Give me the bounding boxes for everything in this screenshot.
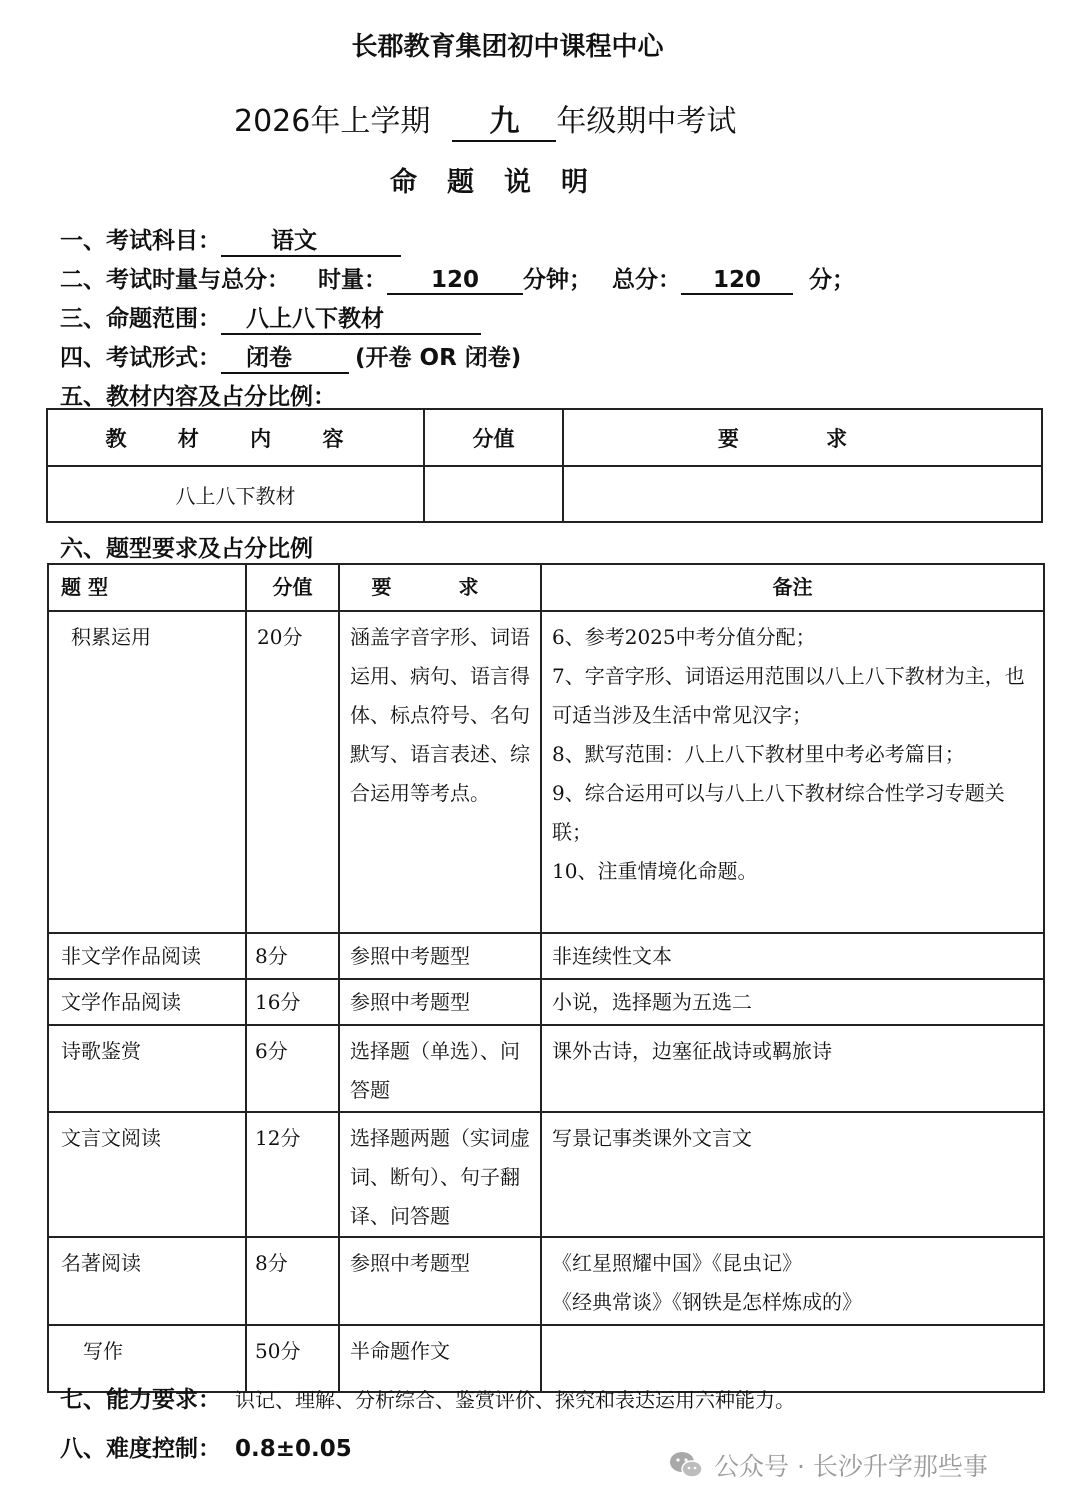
score-cell: 8分	[246, 933, 339, 979]
note-line: 9、综合运用可以与八上八下教材综合性学习专题关联；	[552, 781, 1005, 844]
score-cell: 12分	[246, 1112, 339, 1237]
score-cell	[424, 466, 563, 522]
section-format	[60, 339, 521, 374]
question-type-table	[47, 563, 1045, 1393]
scope-value: 八上八下教材	[221, 300, 481, 335]
table-row	[47, 466, 1042, 522]
requirement-cell: 参照中考题型	[339, 979, 541, 1025]
doc-subtitle: 命题说明	[390, 167, 618, 198]
requirement-cell: 选择题（单选）、问答题	[339, 1025, 541, 1112]
score-cell: 8分	[246, 1237, 339, 1325]
time-label: 时量：	[318, 267, 387, 293]
difficulty-label: 八、难度控制：	[60, 1436, 221, 1462]
title-suffix: 年级期中考试	[556, 104, 737, 139]
notes-cell: 非连续性文本	[541, 933, 1044, 979]
subject-value: 语文	[221, 222, 401, 257]
section-content-label: 五、教材内容及占分比例：	[60, 384, 336, 410]
section-difficulty	[60, 1430, 352, 1463]
content-cell: 八上八下教材	[47, 466, 424, 522]
header-score: 分值	[246, 564, 339, 611]
note-line: 《红星照耀中国》《昆虫记》	[552, 1251, 802, 1275]
time-unit: 分钟；	[523, 267, 592, 293]
subject-label: 一、考试科目：	[60, 228, 221, 254]
requirement-cell	[563, 466, 1042, 522]
type-cell: 文学作品阅读	[48, 979, 246, 1025]
watermark-text: 公众号 · 长沙升学那些事	[714, 1452, 988, 1481]
section-scope	[60, 300, 481, 335]
section-question-types-label: 六、题型要求及占分比例	[60, 536, 313, 562]
watermark	[668, 1447, 988, 1483]
type-cell: 非文学作品阅读	[48, 933, 246, 979]
format-note: (开卷 OR 闭卷)	[355, 345, 522, 371]
table-row	[48, 979, 1044, 1025]
time-score-label: 二、考试时量与总分：	[60, 267, 290, 293]
score-label: 总分：	[612, 267, 681, 293]
table-row	[48, 1112, 1044, 1237]
note-line: 8、默写范围：八上八下教材里中考必考篇目；	[552, 742, 965, 766]
section-time-score	[60, 261, 855, 295]
content-table	[46, 408, 1043, 523]
note-line: 6、参考2025中考分值分配；	[552, 625, 816, 649]
header-content: 教 材 内 容	[47, 409, 424, 466]
notes-cell	[541, 1237, 1044, 1325]
org-title: 长郡教育集团初中课程中心	[351, 32, 664, 62]
requirement-cell: 半命题作文	[339, 1325, 541, 1392]
notes-cell	[541, 611, 1044, 933]
type-cell: 名著阅读	[48, 1237, 246, 1325]
notes-cell: 小说，选择题为五选二	[541, 979, 1044, 1025]
type-cell: 写作	[48, 1325, 246, 1392]
exam-title	[234, 96, 736, 142]
title-prefix: 2026年上学期	[234, 104, 431, 139]
type-cell: 诗歌鉴赏	[48, 1025, 246, 1112]
section-subject	[60, 222, 401, 257]
note-line: 《经典常谈》《钢铁是怎样炼成的》	[552, 1290, 862, 1314]
header-type: 题 型	[48, 564, 246, 611]
table-row	[48, 611, 1044, 933]
ability-value: 识记、理解、分析综合、鉴赏评价、探究和表达运用六种能力。	[235, 1388, 795, 1412]
table-header-row	[47, 409, 1042, 466]
header-notes: 备注	[541, 564, 1044, 611]
requirement-cell: 选择题两题（实词虚词、断句）、句子翻译、问答题	[339, 1112, 541, 1237]
ability-label: 七、能力要求：	[60, 1387, 221, 1413]
requirement-cell: 涵盖字音字形、词语运用、病句、语言得体、标点符号、名句默写、语言表述、综合运用等考点。	[339, 611, 541, 933]
time-value: 120	[387, 267, 523, 295]
table-row	[48, 1025, 1044, 1112]
notes-cell: 课外古诗，边塞征战诗或羁旅诗	[541, 1025, 1044, 1112]
requirement-cell: 参照中考题型	[339, 1237, 541, 1325]
type-cell: 文言文阅读	[48, 1112, 246, 1237]
table-header-row	[48, 564, 1044, 611]
section-ability	[60, 1381, 795, 1414]
table-row	[48, 1237, 1044, 1325]
score-value: 120	[681, 267, 793, 295]
grade-value: 九	[452, 96, 556, 142]
score-cell: 6分	[246, 1025, 339, 1112]
header-requirement: 要 求	[563, 409, 1042, 466]
header-score: 分值	[424, 409, 563, 466]
score-cell: 20分	[246, 611, 339, 933]
difficulty-value: 0.8±0.05	[235, 1436, 352, 1462]
score-cell: 16分	[246, 979, 339, 1025]
notes-cell: 写景记事类课外文言文	[541, 1112, 1044, 1237]
note-line: 7、字音字形、词语运用范围以八上八下教材为主，也可适当涉及生活中常见汉字；	[552, 664, 1025, 727]
scope-label: 三、命题范围：	[60, 306, 221, 332]
score-unit: 分；	[809, 267, 855, 293]
wechat-icon	[668, 1450, 704, 1480]
format-value: 闭卷	[221, 339, 349, 374]
format-label: 四、考试形式：	[60, 345, 221, 371]
score-cell: 50分	[246, 1325, 339, 1392]
type-cell: 积累运用	[48, 611, 246, 933]
note-line: 10、注重情境化命题。	[552, 859, 758, 883]
requirement-cell: 参照中考题型	[339, 933, 541, 979]
table-row	[48, 933, 1044, 979]
header-requirement: 要 求	[339, 564, 541, 611]
